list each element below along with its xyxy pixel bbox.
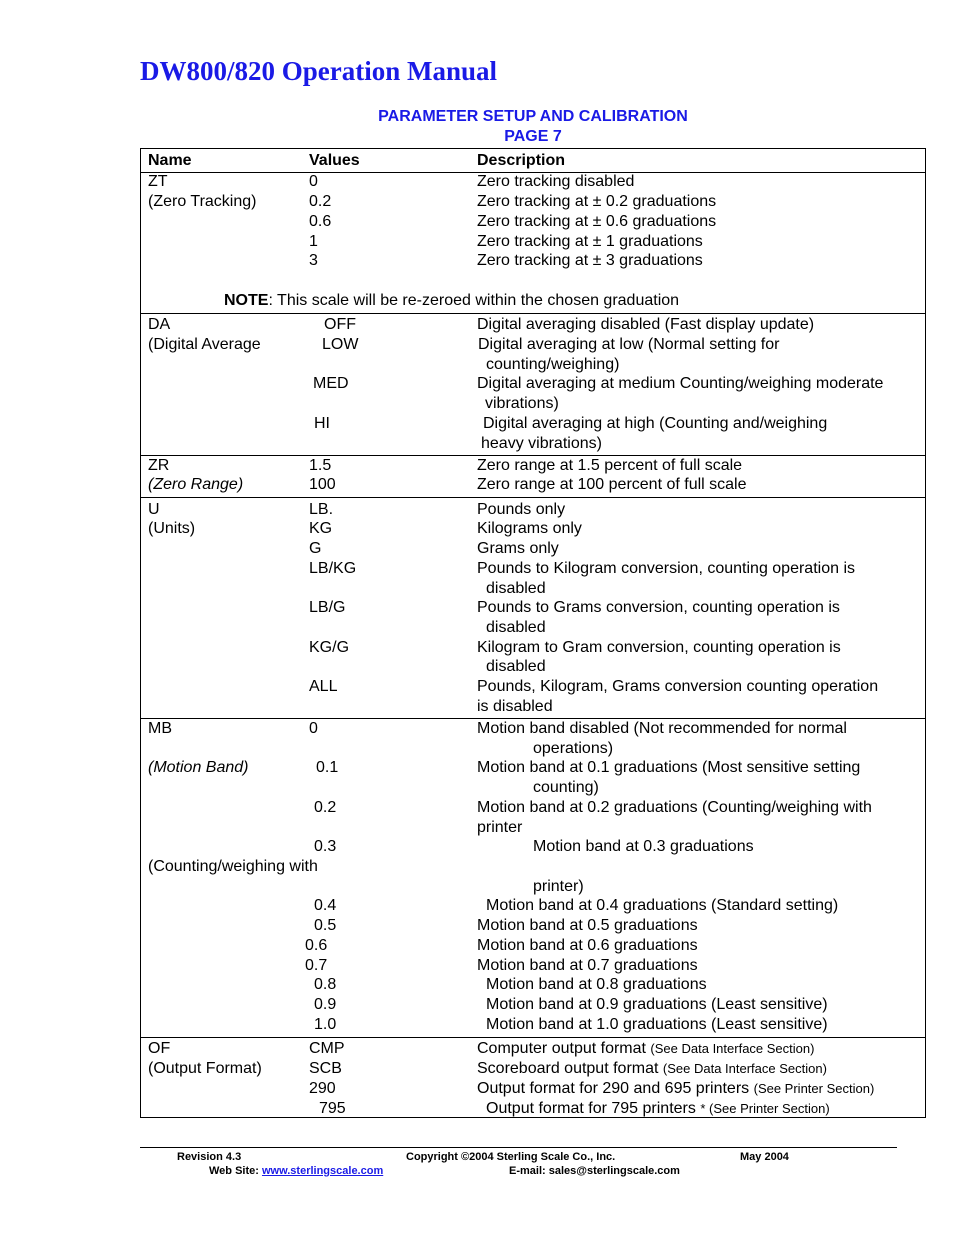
parameter-value: HI (314, 415, 330, 432)
parameter-value: 0 (309, 173, 318, 190)
parameter-description: Zero tracking at ± 0.6 graduations (477, 213, 717, 230)
parameter-description: disabled (486, 580, 546, 597)
website-link[interactable]: www.sterlingscale.com (261, 1165, 384, 1177)
column-header-name: Name (148, 152, 192, 169)
parameter-description: Pounds, Kilogram, Grams conversion counting operation (477, 678, 879, 695)
parameter-fullname: (Motion Band) (148, 759, 249, 776)
parameter-description: Grams only (477, 540, 559, 557)
parameter-table (140, 148, 926, 1118)
parameter-value: 0.4 (314, 897, 337, 914)
parameter-description: Pounds to Kilogram conversion, counting operation is (477, 560, 855, 577)
parameter-value: CMP (309, 1040, 345, 1057)
parameter-description: Motion band disabled (Not recommended for normal (477, 720, 847, 737)
parameter-value: 1.5 (309, 457, 332, 474)
parameter-description: Output format for 795 printers * (See Printer Section) (486, 1100, 830, 1117)
note-label: NOTE (224, 292, 269, 309)
parameter-description: disabled (486, 619, 546, 636)
parameter-description: Motion band at 1.0 graduations (Least sensitive) (486, 1016, 828, 1033)
parameter-value: LB/G (309, 599, 346, 616)
parameter-description: Digital averaging at medium Counting/weighing moderate (477, 375, 884, 392)
parameter-description: Digital averaging at low (Normal setting for (478, 336, 780, 353)
parameter-value: 0.8 (314, 976, 337, 993)
parameter-description: Motion band at 0.5 graduations (477, 917, 698, 934)
parameter-description: Pounds only (477, 501, 566, 518)
parameter-description: Motion band at 0.9 graduations (Least sensitive) (486, 996, 828, 1013)
parameter-description: Digital averaging at high (Counting and/weighing (483, 415, 828, 432)
parameter-description: Motion band at 0.7 graduations (477, 957, 698, 974)
parameter-name: ZR (148, 457, 170, 474)
parameter-description: counting/weighing) (486, 356, 620, 373)
parameter-description: printer) (533, 878, 584, 895)
footer-website: Web Site: www.sterlingscale.com (209, 1165, 384, 1177)
parameter-value: 0 (309, 720, 318, 737)
parameter-value: 0.2 (309, 193, 332, 210)
parameter-description: Motion band at 0.2 graduations (Counting/weighing with (477, 799, 872, 816)
parameter-description: Motion band at 0.3 graduations (533, 838, 754, 855)
parameter-name: MB (148, 720, 172, 737)
parameter-value: 100 (309, 476, 336, 493)
parameter-description: Zero tracking at ± 3 graduations (477, 252, 703, 269)
footer-copyright: Copyright ©2004 Sterling Scale Co., Inc. (406, 1151, 616, 1163)
parameter-description: Zero tracking disabled (477, 173, 635, 190)
parameter-value: 0.3 (314, 838, 337, 855)
parameter-description: Zero tracking at ± 1 graduations (477, 233, 703, 250)
parameter-note: (Counting/weighing with (148, 858, 318, 875)
parameter-value: KG/G (309, 639, 350, 656)
parameter-description: disabled (486, 658, 546, 675)
parameter-fullname: (Zero Range) (148, 476, 244, 493)
row-divider (141, 497, 925, 498)
parameter-value: 0.5 (314, 917, 337, 934)
parameter-fullname: (Output Format) (148, 1060, 262, 1077)
parameter-description: Pounds to Grams conversion, counting operation is (477, 599, 840, 616)
parameter-description: Zero tracking at ± 0.2 graduations (477, 193, 717, 210)
parameter-fullname: (Zero Tracking) (148, 193, 257, 210)
row-divider (141, 1037, 925, 1038)
parameter-value: SCB (309, 1060, 342, 1077)
parameter-value: G (309, 540, 322, 557)
section-title: PARAMETER SETUP AND CALIBRATION (378, 108, 688, 125)
footer-email: E-mail: sales@sterlingscale.com (509, 1165, 680, 1177)
parameter-value: 0.6 (305, 937, 328, 954)
parameter-description: Output format for 290 and 695 printers (See Printer Section) (477, 1080, 875, 1097)
parameter-name: ZT (148, 173, 168, 190)
row-divider (141, 313, 925, 314)
parameter-value: 0.9 (314, 996, 337, 1013)
footer-date: May 2004 (740, 1151, 789, 1163)
footer-divider (140, 1147, 897, 1148)
parameter-value: 0.7 (305, 957, 328, 974)
parameter-value: 3 (309, 252, 318, 269)
reference-note: * (See Printer Section) (700, 1101, 830, 1116)
parameter-description: Motion band at 0.8 graduations (486, 976, 707, 993)
parameter-value: MED (313, 375, 349, 392)
parameter-value: LB/KG (309, 560, 357, 577)
parameter-value: 0.2 (314, 799, 337, 816)
reference-note: (See Data Interface Section) (662, 1061, 827, 1076)
parameter-value: 1 (309, 233, 318, 250)
parameter-name: DA (148, 316, 171, 333)
parameter-value: OFF (324, 316, 356, 333)
table-note (224, 291, 679, 310)
parameter-value: LB. (309, 501, 334, 518)
parameter-value: 290 (309, 1080, 336, 1097)
parameter-description: is disabled (477, 698, 553, 715)
column-header-description: Description (477, 152, 566, 169)
parameter-description: Motion band at 0.1 graduations (Most sensitive setting (477, 759, 861, 776)
parameter-description: Kilograms only (477, 520, 582, 537)
parameter-value: KG (309, 520, 333, 537)
parameter-description: Scoreboard output format (See Data Interface Section) (477, 1060, 827, 1077)
parameter-description: Motion band at 0.4 graduations (Standard setting) (486, 897, 839, 914)
parameter-fullname: (Digital Average (148, 336, 261, 353)
parameter-description: printer (477, 819, 523, 836)
parameter-value: 795 (319, 1100, 346, 1117)
parameter-description: Digital averaging disabled (Fast display update) (477, 316, 815, 333)
parameter-value: 1.0 (314, 1016, 337, 1033)
footer-revision: Revision 4.3 (177, 1151, 242, 1163)
note-text: : This scale will be re-zeroed within the chosen graduation (268, 292, 680, 309)
parameter-value: 0.1 (316, 759, 339, 776)
reference-note: (See Data Interface Section) (650, 1041, 815, 1056)
parameter-description: operations) (533, 740, 614, 757)
parameter-value: LOW (322, 336, 359, 353)
column-header-values: Values (309, 152, 360, 169)
parameter-name: U (148, 501, 160, 518)
parameter-fullname: (Units) (148, 520, 196, 537)
parameter-description: Zero range at 1.5 percent of full scale (477, 457, 743, 474)
parameter-description: Motion band at 0.6 graduations (477, 937, 698, 954)
page-number: PAGE 7 (504, 128, 562, 145)
parameter-description: heavy vibrations) (481, 435, 602, 452)
page-title: DW800/820 Operation Manual (140, 56, 498, 86)
parameter-value: 0.6 (309, 213, 332, 230)
parameter-value: ALL (309, 678, 338, 695)
parameter-description: Zero range at 100 percent of full scale (477, 476, 747, 493)
parameter-description: Computer output format (See Data Interface Section) (477, 1040, 815, 1057)
parameter-description: vibrations) (485, 395, 559, 412)
parameter-name: OF (148, 1040, 171, 1057)
parameter-description: counting) (533, 779, 599, 796)
reference-note: (See Printer Section) (753, 1081, 875, 1096)
parameter-description: Kilogram to Gram conversion, counting operation is (477, 639, 841, 656)
